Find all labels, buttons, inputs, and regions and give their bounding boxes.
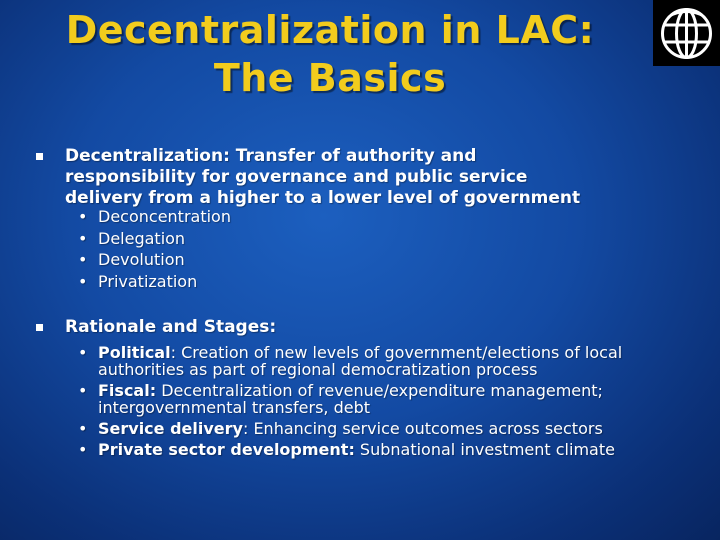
list-item <box>76 382 706 416</box>
round-bullet-icon: • <box>78 419 88 438</box>
square-bullet-icon <box>36 324 43 331</box>
decentralization-types-list <box>76 206 706 292</box>
list-item-key: Political <box>98 343 171 362</box>
list-item-label: Privatization <box>98 271 198 291</box>
list-item-text: Decentralization of revenue/expenditure management; <box>156 381 603 400</box>
bullet-decentralization-text <box>65 146 705 209</box>
round-bullet-icon: • <box>78 271 88 291</box>
list-item <box>76 420 706 437</box>
round-bullet-icon: • <box>78 228 88 248</box>
list-item-text: : Creation of new levels of government/elections of local <box>170 343 623 362</box>
list-item <box>76 228 706 250</box>
slide-title-line-1: Decentralization in LAC: <box>65 8 595 52</box>
list-item-key: Fiscal: <box>98 381 157 400</box>
list-item-label: Delegation <box>98 228 186 248</box>
round-bullet-icon: • <box>78 207 88 226</box>
list-item-text: Subnational investment climate <box>354 440 615 459</box>
bullet-decentralization-line-1: Decentralization: Transfer of authority and <box>65 146 477 166</box>
list-item-label: Devolution <box>98 250 185 269</box>
square-bullet-icon <box>36 153 43 160</box>
slide-title <box>60 6 600 102</box>
list-item <box>76 271 706 293</box>
list-item-label: Deconcentration <box>98 207 231 226</box>
list-item <box>76 206 706 228</box>
world-bank-globe-icon <box>658 5 715 62</box>
list-item-text-continued: authorities as part of regional democratization process <box>98 360 538 379</box>
bullet-rationale-heading: Rationale and Stages: <box>65 317 277 337</box>
slide-title-line-2: The Basics <box>213 56 447 100</box>
list-item-text: : Enhancing service outcomes across sectors <box>242 419 603 438</box>
list-item <box>76 249 706 271</box>
bullet-decentralization-line-2: responsibility for governance and public service <box>65 167 528 187</box>
list-item-key: Service delivery <box>98 419 243 438</box>
bullet-decentralization-line-3: delivery from a higher to a lower level of government <box>65 188 581 208</box>
world-bank-logo <box>653 0 720 66</box>
list-item <box>76 344 706 378</box>
list-item-key: Private sector development: <box>98 440 355 459</box>
round-bullet-icon: • <box>78 381 88 400</box>
round-bullet-icon: • <box>78 440 88 459</box>
round-bullet-icon: • <box>78 343 88 362</box>
list-item <box>76 441 706 458</box>
rationale-list <box>76 344 706 462</box>
list-item-text-continued: intergovernmental transfers, debt <box>98 398 370 417</box>
round-bullet-icon: • <box>78 250 88 269</box>
